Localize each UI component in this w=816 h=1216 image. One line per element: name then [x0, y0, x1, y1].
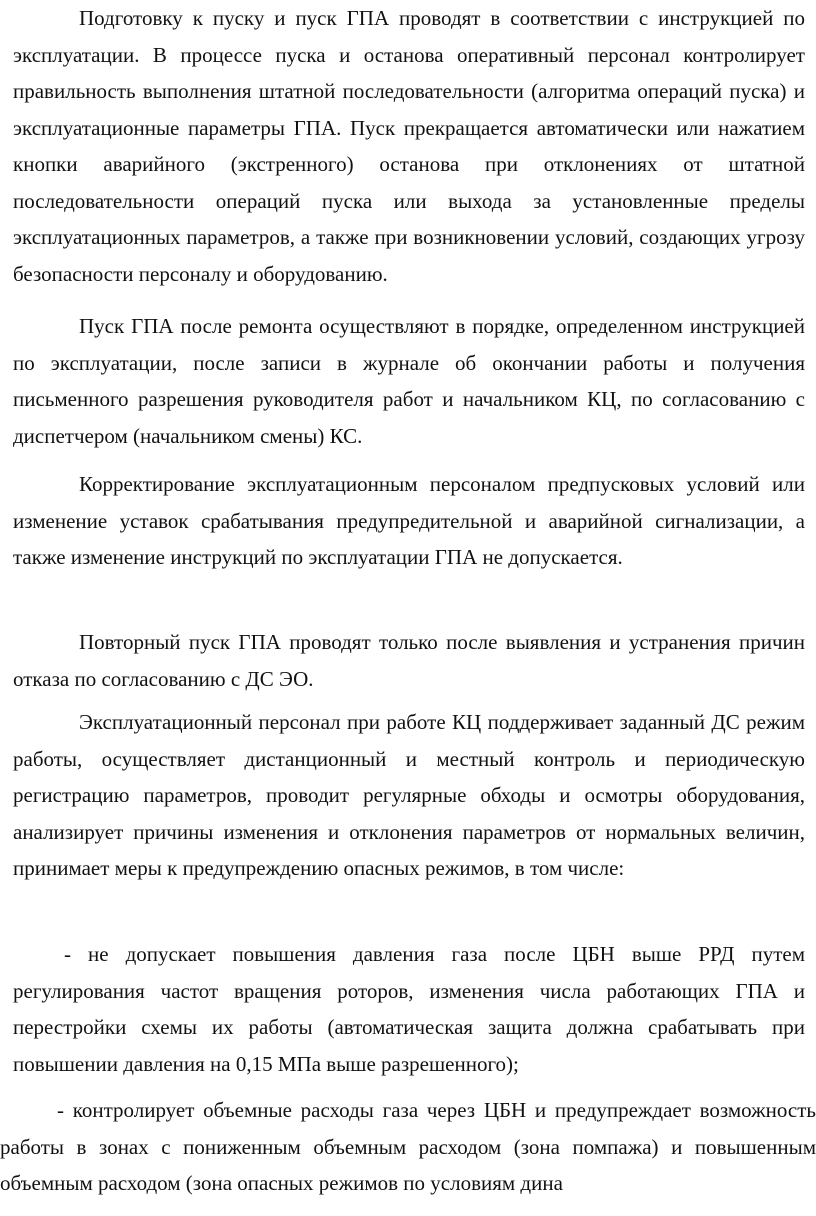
- paragraph-startup-after-repair: Пуск ГПА после ремонта осуществляют в порядке, определенном инструкцией по эксплуатации, после записи в журнале об окончании работы и получения письменного разрешения руководителя работ и начальником КЦ, по согласованию с диспетчером (начальником смены) КС.: [13, 314, 805, 448]
- paragraph-settings-correction: Корректирование эксплуатационным персоналом предпусковых условий или изменение уставок срабатывания предупредительной и аварийной сигнализации, а также изменение инструкций по эксплуатации ГПА не допускается.: [13, 472, 805, 569]
- paragraph-repeat-startup: Повторный пуск ГПА проводят только после выявления и устранения причин отказа по согласованию с ДС ЭО.: [13, 630, 805, 691]
- list-item-pressure-control: - не допускает повышения давления газа после ЦБН выше РРД путем регулирования частот вращения роторов, изменения числа работающих ГПА и перестройки схемы их работы (автоматическая защита должна срабатывать при повышении давления на 0,15 МПа выше разрешенного);: [13, 942, 805, 1076]
- paragraph-startup-procedure: Подготовку к пуску и пуск ГПА проводят в соответствии с инструкцией по эксплуатации. В процессе пуска и останова оперативный персонал контролирует правильность выполнения штатной последовательности (алгоритма операций пуска) и эксплуатационные параметры ГПА. Пуск прекращается автоматически или нажатием кнопки аварийного (экстренного) останова при отклонениях от штатной последовательности операций пуска или выхода за установленные пределы эксплуатационных параметров, а также при возникновении условий, создающих угрозу безопасности персоналу и оборудованию.: [13, 6, 805, 286]
- list-item-flow-control: - контролирует объемные расходы газа через ЦБН и предупреждает возможность работы в зонах с пониженным объемным расходом (зона помпажа) и повышенным объемным расходом (зона опасных режимов по условиям дина: [0, 1098, 816, 1195]
- paragraph-operating-personnel: Эксплуатационный персонал при работе КЦ поддерживает заданный ДС режим работы, осуществляет дистанционный и местный контроль и периодическую регистрацию параметров, проводит регулярные обходы и осмотры оборудования, анализирует причины изменения и отклонения параметров от нормальных величин, принимает меры к предупреждению опасных режимов, в том числе:: [13, 710, 805, 880]
